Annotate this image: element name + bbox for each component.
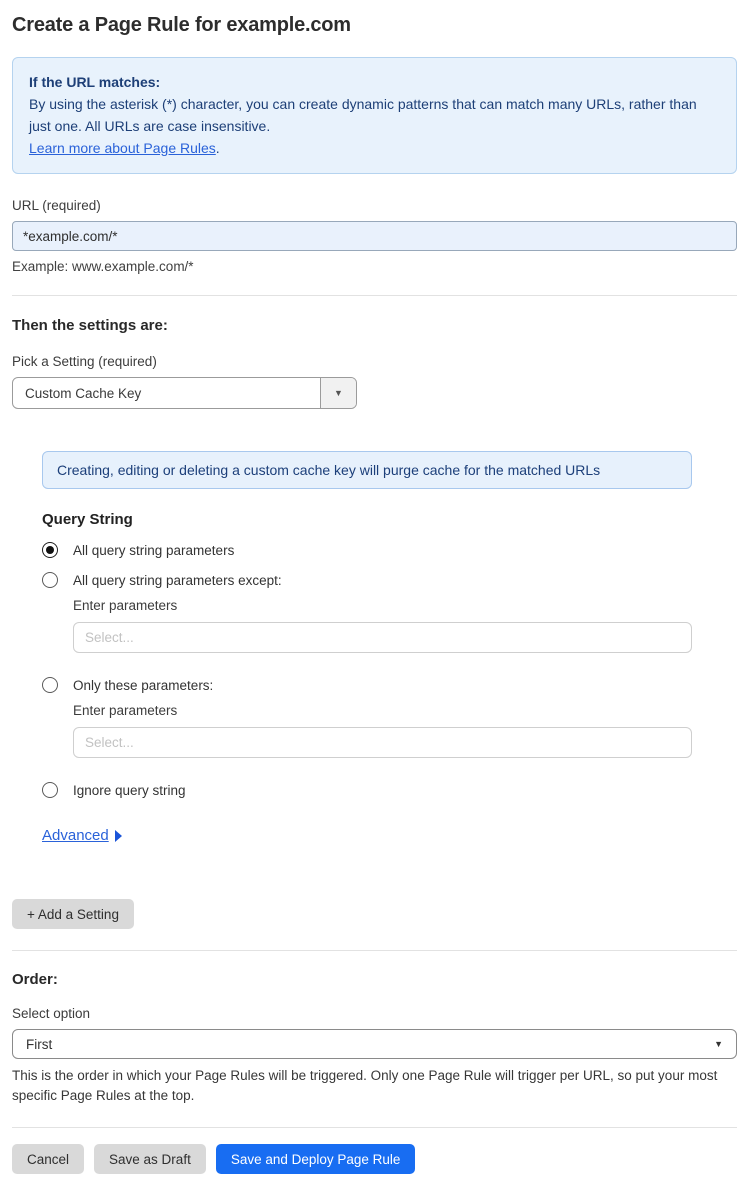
save-and-deploy-button[interactable]: Save and Deploy Page Rule [216, 1144, 416, 1174]
radio-label: Only these parameters: [73, 677, 214, 693]
save-as-draft-button[interactable]: Save as Draft [94, 1144, 206, 1174]
custom-cache-key-panel [42, 451, 692, 844]
radio-label: All query string parameters [73, 542, 235, 558]
url-input[interactable] [12, 221, 737, 251]
radio-icon[interactable] [42, 542, 58, 558]
only-params-sub-block [73, 703, 692, 758]
radio-all-query-params[interactable] [42, 542, 692, 558]
chevron-down-icon[interactable]: ▼ [320, 378, 356, 408]
order-select-dropdown[interactable] [12, 1029, 737, 1059]
setting-picker-dropdown[interactable] [12, 377, 357, 409]
advanced-link[interactable]: Advanced [42, 827, 109, 844]
cancel-button[interactable]: Cancel [12, 1144, 84, 1174]
info-box-heading: If the URL matches: [29, 74, 161, 90]
order-helper-text: This is the order in which your Page Rules will be triggered. Only one Page Rule will trigger per URL, so put your most specific Page Rules at the top. [12, 1068, 718, 1103]
radio-only-these-params[interactable] [42, 677, 692, 693]
query-string-heading: Query String [42, 511, 133, 528]
radio-label: All query string parameters except: [73, 572, 282, 588]
order-select-value: First [26, 1036, 53, 1052]
settings-heading: Then the settings are: [12, 317, 168, 334]
divider [12, 950, 737, 951]
radio-icon[interactable] [42, 677, 58, 693]
info-box-body: By using the asterisk (*) character, you can create dynamic patterns that can match many URLs, rather than just one. All URLs are case insensitive. [29, 96, 697, 134]
enter-parameters-label: Enter parameters [73, 598, 178, 613]
only-parameters-input[interactable] [73, 727, 692, 758]
setting-picker-label: Pick a Setting (required) [12, 354, 157, 369]
radio-label: Ignore query string [73, 782, 186, 798]
url-match-info-box [12, 57, 737, 174]
setting-picker-value: Custom Cache Key [25, 385, 142, 401]
learn-more-link[interactable]: Learn more about Page Rules [29, 140, 216, 156]
add-setting-button[interactable]: + Add a Setting [12, 899, 134, 929]
arrow-right-icon [115, 830, 122, 842]
purge-cache-notice: Creating, editing or deleting a custom cache key will purge cache for the matched URLs [42, 451, 692, 489]
divider [12, 295, 737, 296]
chevron-down-icon: ▼ [714, 1039, 723, 1049]
advanced-row [42, 827, 692, 844]
footer-actions [12, 1144, 737, 1174]
url-helper-text: Example: www.example.com/* [12, 259, 194, 274]
except-params-sub-block [73, 598, 692, 653]
url-field-label: URL (required) [12, 198, 101, 213]
link-suffix: . [215, 140, 220, 156]
radio-icon[interactable] [42, 782, 58, 798]
radio-ignore-query-string[interactable] [42, 782, 692, 798]
divider [12, 1127, 737, 1128]
order-select-label: Select option [12, 1006, 91, 1021]
page-title: Create a Page Rule for example.com [12, 14, 351, 36]
except-parameters-input[interactable] [73, 622, 692, 653]
info-box-link-row [29, 137, 720, 159]
order-heading: Order: [12, 971, 58, 988]
enter-parameters-label: Enter parameters [73, 703, 178, 718]
radio-all-params-except[interactable] [42, 572, 692, 588]
radio-icon[interactable] [42, 572, 58, 588]
